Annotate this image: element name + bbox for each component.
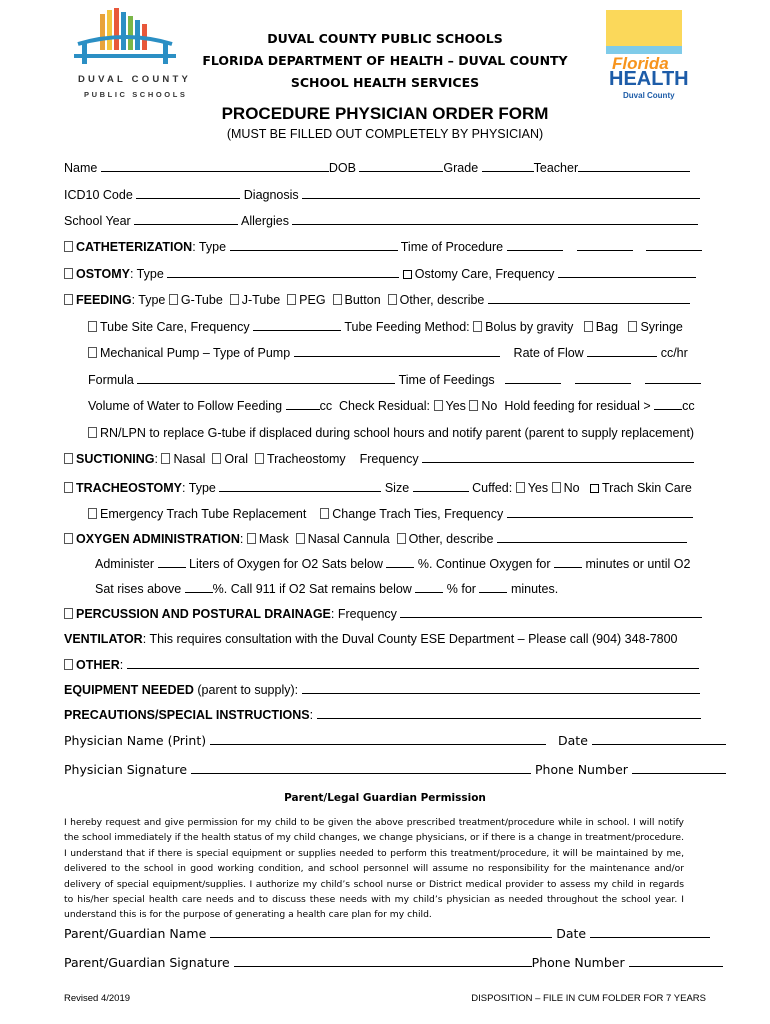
allergies-label: Allergies	[241, 214, 289, 228]
rate-unit: cc/hr	[660, 346, 688, 360]
grade-field[interactable]	[482, 160, 534, 172]
precautions-colon: :	[309, 708, 314, 722]
feeding-other-field[interactable]	[488, 292, 690, 304]
row-feeding	[64, 292, 706, 308]
trach-label: Tracheostomy	[266, 452, 346, 466]
ostomy-care-checkbox[interactable]	[403, 270, 412, 279]
suctioning-colon: :	[154, 452, 158, 466]
header-line-1: DUVAL COUNTY PUBLIC SCHOOLS	[267, 31, 503, 46]
skin-care-checkbox[interactable]	[590, 484, 599, 493]
skyline-logo-icon	[60, 8, 190, 72]
ostomy-checkbox[interactable]	[64, 268, 73, 279]
school-year-label: School Year	[64, 214, 131, 228]
diagnosis-label: Diagnosis	[243, 188, 299, 202]
residual-yes-checkbox[interactable]	[434, 400, 443, 411]
nasal-label: Nasal	[173, 452, 206, 466]
precautions-field[interactable]	[317, 707, 701, 719]
percent-for-label: % for	[446, 582, 476, 596]
oxygen-other-label: Other, describe	[408, 532, 494, 546]
row-precautions	[64, 707, 706, 723]
emergency-trach-label: Emergency Trach Tube Replacement	[100, 507, 307, 521]
suctioning-checkbox[interactable]	[64, 453, 73, 464]
cuffed-yes-label: Yes	[527, 481, 549, 495]
minutes-label: minutes.	[510, 582, 559, 596]
guardian-date-label: Date	[556, 926, 587, 941]
row-tube-site	[88, 319, 706, 335]
grade-label: Grade	[443, 161, 479, 175]
residual-no-checkbox[interactable]	[469, 400, 478, 411]
feeding-label: FEEDING	[76, 293, 132, 307]
cath-time-field-1[interactable]	[507, 239, 563, 251]
oxygen-other-checkbox[interactable]	[397, 533, 406, 544]
row-oxygen-sat	[95, 581, 706, 597]
until-label: minutes or until O2	[585, 557, 691, 571]
rate-field[interactable]	[587, 345, 657, 357]
physician-date-label: Date	[558, 733, 588, 748]
water-label: Volume of Water to Follow Feeding	[88, 399, 283, 413]
logo-florida: Florida	[612, 54, 669, 73]
row-diagnosis	[64, 187, 706, 203]
teacher-label: Teacher	[533, 161, 579, 175]
cuffed-label: Cuffed:	[472, 481, 513, 495]
feeding-method-label: Tube Feeding Method:	[344, 320, 470, 334]
document-header	[200, 28, 570, 94]
percussion-freq-label: : Frequency	[330, 607, 397, 621]
water-field[interactable]	[286, 398, 320, 410]
allergies-field[interactable]	[292, 213, 698, 225]
site-care-field[interactable]	[253, 319, 341, 331]
feeding-other-label: Other, describe	[399, 293, 485, 307]
revised-date: Revised 4/2019	[64, 993, 131, 1004]
residual-yes-label: Yes	[445, 399, 466, 413]
name-field[interactable]	[101, 160, 329, 172]
header-line-3: SCHOOL HEALTH SERVICES	[290, 75, 480, 90]
cath-time-field-3[interactable]	[646, 239, 702, 251]
florida-health-logo	[606, 10, 689, 100]
row-suctioning	[64, 451, 706, 467]
equipment-label: EQUIPMENT NEEDED	[64, 683, 194, 697]
duval-county-logo	[60, 8, 190, 103]
peg-checkbox[interactable]	[287, 294, 296, 305]
oxygen-label: OXYGEN ADMINISTRATION	[76, 532, 240, 546]
gtube-label: G-Tube	[180, 293, 223, 307]
trach-checkbox[interactable]	[255, 453, 264, 464]
ostomy-label: OSTOMY	[76, 267, 130, 281]
hold-unit: cc	[682, 399, 695, 413]
school-year-field[interactable]	[134, 213, 238, 225]
cath-type-field[interactable]	[230, 239, 398, 251]
header-line-2: FLORIDA DEPARTMENT OF HEALTH – DUVAL COUNTY	[202, 53, 568, 68]
hold-label: Hold feeding for residual >	[504, 399, 651, 413]
other-field[interactable]	[127, 657, 699, 669]
bag-checkbox[interactable]	[584, 321, 593, 332]
logo-health: HEALTH	[609, 68, 689, 90]
logo-name: DUVAL COUNTY	[78, 74, 191, 85]
other-checkbox[interactable]	[64, 659, 73, 670]
physician-name-label: Physician Name (Print)	[64, 733, 207, 748]
trach-ties-checkbox[interactable]	[320, 508, 329, 519]
row-student-info	[64, 160, 706, 176]
suctioning-label: SUCTIONING	[76, 452, 155, 466]
guardian-name-label: Parent/Guardian Name	[64, 926, 207, 941]
teacher-field[interactable]	[578, 160, 690, 172]
row-oxygen-dose	[95, 556, 706, 572]
equipment-text: (parent to supply):	[197, 683, 299, 697]
physician-signature-field[interactable]	[191, 762, 531, 774]
row-rn-replace	[88, 425, 706, 441]
cannula-checkbox[interactable]	[296, 533, 305, 544]
rn-replace-label: RN/LPN to replace G-tube if displaced during school hours and notify parent (parent to supply replacement)	[100, 426, 695, 440]
emergency-trach-checkbox[interactable]	[88, 508, 97, 519]
guardian-date-field[interactable]	[590, 926, 710, 938]
percussion-freq-field[interactable]	[400, 606, 702, 618]
bolus-label: Bolus by gravity	[485, 320, 574, 334]
mask-checkbox[interactable]	[247, 533, 256, 544]
formula-label: Formula	[88, 373, 134, 387]
physician-signature-label: Physician Signature	[64, 762, 188, 777]
tracheostomy-checkbox[interactable]	[64, 482, 73, 493]
guardian-name-field[interactable]	[210, 926, 552, 938]
syringe-checkbox[interactable]	[628, 321, 637, 332]
residual-no-label: No	[481, 399, 498, 413]
site-care-label: Tube Site Care, Frequency	[100, 320, 250, 334]
oxygen-other-field[interactable]	[497, 531, 687, 543]
water-unit: cc	[319, 399, 333, 413]
ostomy-care-label: Ostomy Care, Frequency	[414, 267, 555, 281]
guardian-phone-label: Phone Number	[531, 955, 625, 970]
sats-below-field[interactable]	[386, 556, 414, 568]
remain-minutes-field[interactable]	[479, 581, 507, 593]
button-label: Button	[344, 293, 381, 307]
guardian-phone-field[interactable]	[629, 955, 723, 967]
row-tracheostomy	[64, 480, 706, 496]
equipment-field[interactable]	[302, 682, 700, 694]
percussion-label: PERCUSSION AND POSTURAL DRAINAGE	[76, 607, 331, 621]
ventilator-text: : This requires consultation with the Duval County ESE Department – Please call (904) 348-7800	[142, 632, 678, 646]
mask-label: Mask	[258, 532, 289, 546]
row-water	[88, 398, 706, 414]
hold-field[interactable]	[654, 398, 682, 410]
peg-label: PEG	[299, 293, 326, 307]
sat-remains-field[interactable]	[415, 581, 443, 593]
suction-freq-label: Frequency	[359, 452, 419, 466]
other-label: OTHER	[76, 658, 120, 672]
row-guardian-signature	[64, 955, 706, 970]
physician-phone-field[interactable]	[632, 762, 726, 774]
cath-type-label: : Type	[192, 240, 227, 254]
feeding-other-checkbox[interactable]	[388, 294, 397, 305]
time-feedings-field-3[interactable]	[645, 372, 701, 384]
cath-time-label: Time of Procedure	[400, 240, 504, 254]
nasal-checkbox[interactable]	[161, 453, 170, 464]
call-911-label: %. Call 911 if O2 Sat remains below	[212, 582, 412, 596]
time-feedings-field-2[interactable]	[575, 372, 631, 384]
row-oxygen	[64, 531, 706, 547]
ostomy-type-label: : Type	[129, 267, 164, 281]
row-formula	[88, 372, 706, 388]
oral-label: Oral	[224, 452, 248, 466]
trach-type-field[interactable]	[219, 480, 381, 492]
ventilator-label: VENTILATOR	[64, 632, 143, 646]
site-care-checkbox[interactable]	[88, 321, 97, 332]
continue-label: %. Continue Oxygen for	[417, 557, 551, 571]
form-title: PROCEDURE PHYSICIAN ORDER FORM	[221, 104, 549, 123]
icd10-label: ICD10 Code	[64, 188, 133, 202]
suction-freq-field[interactable]	[422, 451, 694, 463]
permission-text: I hereby request and give permission for my child to be given the above prescribed treatment/procedure while in school. I will notify the school immediately if the health status of my child changes, we change physicians, or if there is a change in treatment/procedure. I understand that if there is special equipment or supplies needed to perform this treatment/procedure, it will be maintained by me, delivered to the school in good working condition, and school personnel will assume no responsibility for the maintenance and/or delivery of special equipment/supplies. I authorize my child’s school nurse or District medical provider to assess my child in regards to his/her special health care needs and to discuss these needs with my child’s physician as needed throughout the school year. I understand this is for the purpose of generating a health care plan for my child.	[64, 817, 684, 921]
other-colon: :	[119, 658, 124, 672]
row-physician-name	[64, 733, 706, 749]
sat-rises-label: Sat rises above	[95, 582, 182, 596]
cuffed-yes-checkbox[interactable]	[516, 482, 525, 493]
button-checkbox[interactable]	[333, 294, 342, 305]
row-pump	[88, 345, 706, 361]
row-guardian-name	[64, 926, 706, 941]
permission-title: Parent/Legal Guardian Permission	[284, 792, 486, 804]
rate-label: Rate of Flow	[513, 346, 584, 360]
oral-checkbox[interactable]	[212, 453, 221, 464]
physician-name-field[interactable]	[210, 733, 546, 745]
row-catheterization	[64, 239, 706, 255]
row-trach-replacement	[88, 506, 706, 522]
formula-field[interactable]	[137, 372, 395, 384]
time-feedings-field-1[interactable]	[505, 372, 561, 384]
bolus-checkbox[interactable]	[473, 321, 482, 332]
time-feedings-label: Time of Feedings	[398, 373, 495, 387]
syringe-label: Syringe	[640, 320, 683, 334]
precautions-label: PRECAUTIONS/SPECIAL INSTRUCTIONS	[64, 708, 310, 722]
gtube-checkbox[interactable]	[169, 294, 178, 305]
pump-checkbox[interactable]	[88, 347, 97, 358]
physician-date-field[interactable]	[592, 733, 726, 745]
skin-care-label: Trach Skin Care	[601, 481, 692, 495]
ostomy-type-field[interactable]	[167, 266, 399, 278]
bag-label: Bag	[595, 320, 619, 334]
physician-phone-label: Phone Number	[535, 762, 628, 777]
row-equipment	[64, 682, 706, 698]
liters-field[interactable]	[158, 556, 186, 568]
row-other	[64, 657, 706, 673]
rn-replace-checkbox[interactable]	[88, 427, 97, 438]
ostomy-care-field[interactable]	[558, 266, 696, 278]
row-physician-signature	[64, 762, 706, 778]
catheterization-checkbox[interactable]	[64, 241, 73, 252]
trach-size-label: Size	[384, 481, 410, 495]
guardian-signature-label: Parent/Guardian Signature	[64, 955, 230, 970]
row-percussion	[64, 606, 706, 622]
pump-label: Mechanical Pump – Type of Pump	[100, 346, 291, 360]
form-subtitle: (MUST BE FILLED OUT COMPLETELY BY PHYSICIAN)	[226, 127, 544, 141]
dob-label: DOB	[328, 161, 356, 175]
cath-time-field-2[interactable]	[577, 239, 633, 251]
feeding-type-label: : Type	[131, 293, 166, 307]
jtube-checkbox[interactable]	[230, 294, 239, 305]
cuffed-no-checkbox[interactable]	[552, 482, 561, 493]
diagnosis-field[interactable]	[302, 187, 700, 199]
oxygen-checkbox[interactable]	[64, 533, 73, 544]
row-ostomy	[64, 266, 706, 282]
logo-duval: Duval County	[623, 91, 675, 100]
residual-label: Check Residual:	[339, 399, 431, 413]
tracheostomy-label: TRACHEOSTOMY	[76, 481, 183, 495]
cannula-label: Nasal Cannula	[307, 532, 390, 546]
pump-field[interactable]	[294, 345, 500, 357]
trach-size-field[interactable]	[413, 480, 469, 492]
oxygen-colon: :	[239, 532, 244, 546]
liters-label: Liters of Oxygen for O2 Sats below	[189, 557, 383, 571]
jtube-label: J-Tube	[241, 293, 281, 307]
feeding-checkbox[interactable]	[64, 294, 73, 305]
trach-ties-field[interactable]	[507, 506, 693, 518]
percussion-checkbox[interactable]	[64, 608, 73, 619]
row-allergies	[64, 213, 706, 229]
administer-label: Administer	[95, 557, 155, 571]
row-ventilator	[64, 631, 706, 647]
icd10-field[interactable]	[136, 187, 240, 199]
dob-field[interactable]	[359, 160, 443, 172]
guardian-signature-field[interactable]	[234, 955, 532, 967]
catheterization-label: CATHETERIZATION	[76, 240, 193, 254]
continue-minutes-field[interactable]	[554, 556, 582, 568]
logo-subname: PUBLIC SCHOOLS	[84, 90, 188, 99]
sat-rises-field[interactable]	[185, 581, 213, 593]
trach-type-label: : Type	[182, 481, 216, 495]
disposition-note: DISPOSITION – FILE IN CUM FOLDER FOR 7 YEARS	[471, 993, 706, 1004]
cuffed-no-label: No	[563, 481, 580, 495]
trach-ties-label: Change Trach Ties, Frequency	[332, 507, 504, 521]
name-label: Name	[64, 161, 98, 175]
